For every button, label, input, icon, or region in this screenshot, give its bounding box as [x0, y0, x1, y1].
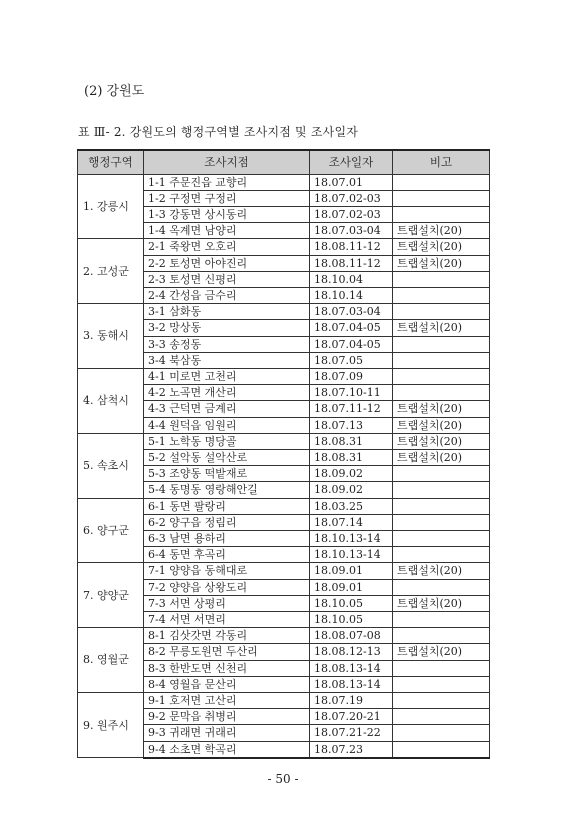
note-cell: 트랩설치(20) [393, 644, 490, 660]
site-cell: 3-1 삼화동 [144, 304, 310, 320]
date-cell: 18.08.13-14 [310, 660, 393, 676]
date-cell: 18.07.19 [310, 693, 393, 709]
region-cell: 6. 양구군 [78, 498, 144, 563]
note-cell [393, 206, 490, 222]
note-cell [393, 368, 490, 384]
date-cell: 18.10.04 [310, 271, 393, 287]
table-row [78, 628, 490, 644]
site-cell: 1-1 주문진읍 교향리 [144, 174, 310, 190]
date-cell: 18.08.12-13 [310, 644, 393, 660]
note-cell [393, 190, 490, 206]
site-cell: 3-4 북삼동 [144, 352, 310, 368]
site-cell: 8-3 한반도면 신천리 [144, 660, 310, 676]
site-cell: 1-4 옥계면 남양리 [144, 223, 310, 239]
date-cell: 18.10.05 [310, 611, 393, 627]
site-cell: 7-1 양양읍 동해대로 [144, 563, 310, 579]
date-cell: 18.09.01 [310, 579, 393, 595]
section-heading: (2) 강원도 [84, 84, 145, 99]
note-cell: 트랩설치(20) [393, 239, 490, 255]
note-cell [393, 482, 490, 498]
note-cell [393, 530, 490, 546]
site-cell: 2-2 토성면 아야진리 [144, 255, 310, 271]
note-cell [393, 385, 490, 401]
note-cell [393, 287, 490, 303]
note-cell: 트랩설치(20) [393, 223, 490, 239]
site-cell: 7-4 서면 서면리 [144, 611, 310, 627]
note-cell [393, 271, 490, 287]
note-cell: 트랩설치(20) [393, 563, 490, 579]
date-cell: 18.07.03-04 [310, 223, 393, 239]
note-cell [393, 466, 490, 482]
date-cell: 18.09.01 [310, 563, 393, 579]
date-cell: 18.08.11-12 [310, 255, 393, 271]
header-site: 조사지점 [144, 150, 310, 174]
site-cell: 6-1 동면 팔랑리 [144, 498, 310, 514]
site-cell: 5-1 노학동 명당골 [144, 433, 310, 449]
table-row [78, 563, 490, 579]
note-cell: 트랩설치(20) [393, 401, 490, 417]
region-cell: 1. 강릉시 [78, 174, 144, 239]
date-cell: 18.10.13-14 [310, 530, 393, 546]
table-row [78, 239, 490, 255]
note-cell [393, 304, 490, 320]
site-cell: 5-3 조양동 떡밭재로 [144, 466, 310, 482]
date-cell: 18.07.03-04 [310, 304, 393, 320]
date-cell: 18.07.04-05 [310, 320, 393, 336]
date-cell: 18.07.04-05 [310, 336, 393, 352]
note-cell [393, 676, 490, 692]
note-cell: 트랩설치(20) [393, 449, 490, 465]
site-cell: 3-3 송정동 [144, 336, 310, 352]
note-cell: 트랩설치(20) [393, 255, 490, 271]
note-cell [393, 741, 490, 758]
site-cell: 1-2 구정면 구정리 [144, 190, 310, 206]
table-row [78, 498, 490, 514]
region-cell: 7. 양양군 [78, 563, 144, 628]
note-cell [393, 514, 490, 530]
note-cell [393, 660, 490, 676]
site-cell: 9-1 호저면 고산리 [144, 693, 310, 709]
date-cell: 18.10.14 [310, 287, 393, 303]
date-cell: 18.07.11-12 [310, 401, 393, 417]
date-cell: 18.09.02 [310, 482, 393, 498]
table-row [78, 368, 490, 384]
table-row [78, 174, 490, 190]
site-cell: 2-3 토성면 신평리 [144, 271, 310, 287]
table-header-row [78, 150, 490, 174]
site-cell: 6-2 양구읍 정림리 [144, 514, 310, 530]
date-cell: 18.07.01 [310, 174, 393, 190]
note-cell [393, 579, 490, 595]
note-cell: 트랩설치(20) [393, 417, 490, 433]
site-cell: 5-2 설악동 설악산로 [144, 449, 310, 465]
note-cell: 트랩설치(20) [393, 595, 490, 611]
header-region: 행정구역 [78, 150, 144, 174]
site-cell: 2-1 죽왕면 오호리 [144, 239, 310, 255]
table-row [78, 693, 490, 709]
header-date: 조사일자 [310, 150, 393, 174]
table-row [78, 433, 490, 449]
note-cell [393, 352, 490, 368]
note-cell [393, 547, 490, 563]
site-cell: 7-2 양양읍 상왕도리 [144, 579, 310, 595]
site-cell: 8-1 김삿갓면 각동리 [144, 628, 310, 644]
date-cell: 18.07.05 [310, 352, 393, 368]
date-cell: 18.10.13-14 [310, 547, 393, 563]
note-cell [393, 611, 490, 627]
note-cell [393, 628, 490, 644]
region-cell: 5. 속초시 [78, 433, 144, 498]
date-cell: 18.10.05 [310, 595, 393, 611]
date-cell: 18.07.23 [310, 741, 393, 758]
date-cell: 18.07.21-22 [310, 725, 393, 741]
site-cell: 6-4 동면 후곡리 [144, 547, 310, 563]
site-cell: 7-3 서면 상평리 [144, 595, 310, 611]
note-cell [393, 498, 490, 514]
page-number: - 50 - [267, 772, 299, 786]
note-cell [393, 174, 490, 190]
region-cell: 2. 고성군 [78, 239, 144, 304]
date-cell: 18.07.02-03 [310, 190, 393, 206]
note-cell: 트랩설치(20) [393, 320, 490, 336]
site-cell: 8-2 무릉도원면 두산리 [144, 644, 310, 660]
survey-table [77, 149, 490, 759]
region-cell: 4. 삼척시 [78, 368, 144, 433]
table-caption: 표 Ⅲ- 2. 강원도의 행정구역별 조사지점 및 조사일자 [78, 125, 359, 139]
date-cell: 18.09.02 [310, 466, 393, 482]
site-cell: 3-2 망상동 [144, 320, 310, 336]
site-cell: 9-2 문막읍 취병리 [144, 709, 310, 725]
date-cell: 18.07.20-21 [310, 709, 393, 725]
date-cell: 18.08.07-08 [310, 628, 393, 644]
site-cell: 1-3 강동면 상시동리 [144, 206, 310, 222]
table-body [78, 174, 490, 758]
note-cell [393, 693, 490, 709]
date-cell: 18.07.10-11 [310, 385, 393, 401]
site-cell: 2-4 간성읍 금수리 [144, 287, 310, 303]
date-cell: 18.07.14 [310, 514, 393, 530]
site-cell: 9-4 소초면 학곡리 [144, 741, 310, 758]
site-cell: 4-2 노곡면 개산리 [144, 385, 310, 401]
date-cell: 18.08.31 [310, 433, 393, 449]
note-cell [393, 709, 490, 725]
date-cell: 18.08.31 [310, 449, 393, 465]
note-cell: 트랩설치(20) [393, 433, 490, 449]
date-cell: 18.07.02-03 [310, 206, 393, 222]
date-cell: 18.07.13 [310, 417, 393, 433]
date-cell: 18.08.11-12 [310, 239, 393, 255]
date-cell: 18.08.13-14 [310, 676, 393, 692]
region-cell: 9. 원주시 [78, 693, 144, 758]
date-cell: 18.07.09 [310, 368, 393, 384]
site-cell: 9-3 귀래면 귀래리 [144, 725, 310, 741]
date-cell: 18.03.25 [310, 498, 393, 514]
note-cell [393, 336, 490, 352]
site-cell: 5-4 동명동 영랑해안길 [144, 482, 310, 498]
table-row [78, 304, 490, 320]
site-cell: 4-3 근덕면 금계리 [144, 401, 310, 417]
note-cell [393, 725, 490, 741]
region-cell: 8. 영월군 [78, 628, 144, 693]
site-cell: 4-1 미로면 고천리 [144, 368, 310, 384]
region-cell: 3. 동해시 [78, 304, 144, 369]
header-note: 비고 [393, 150, 490, 174]
site-cell: 4-4 원덕읍 임원리 [144, 417, 310, 433]
site-cell: 8-4 영월읍 문산리 [144, 676, 310, 692]
site-cell: 6-3 남면 용하리 [144, 530, 310, 546]
